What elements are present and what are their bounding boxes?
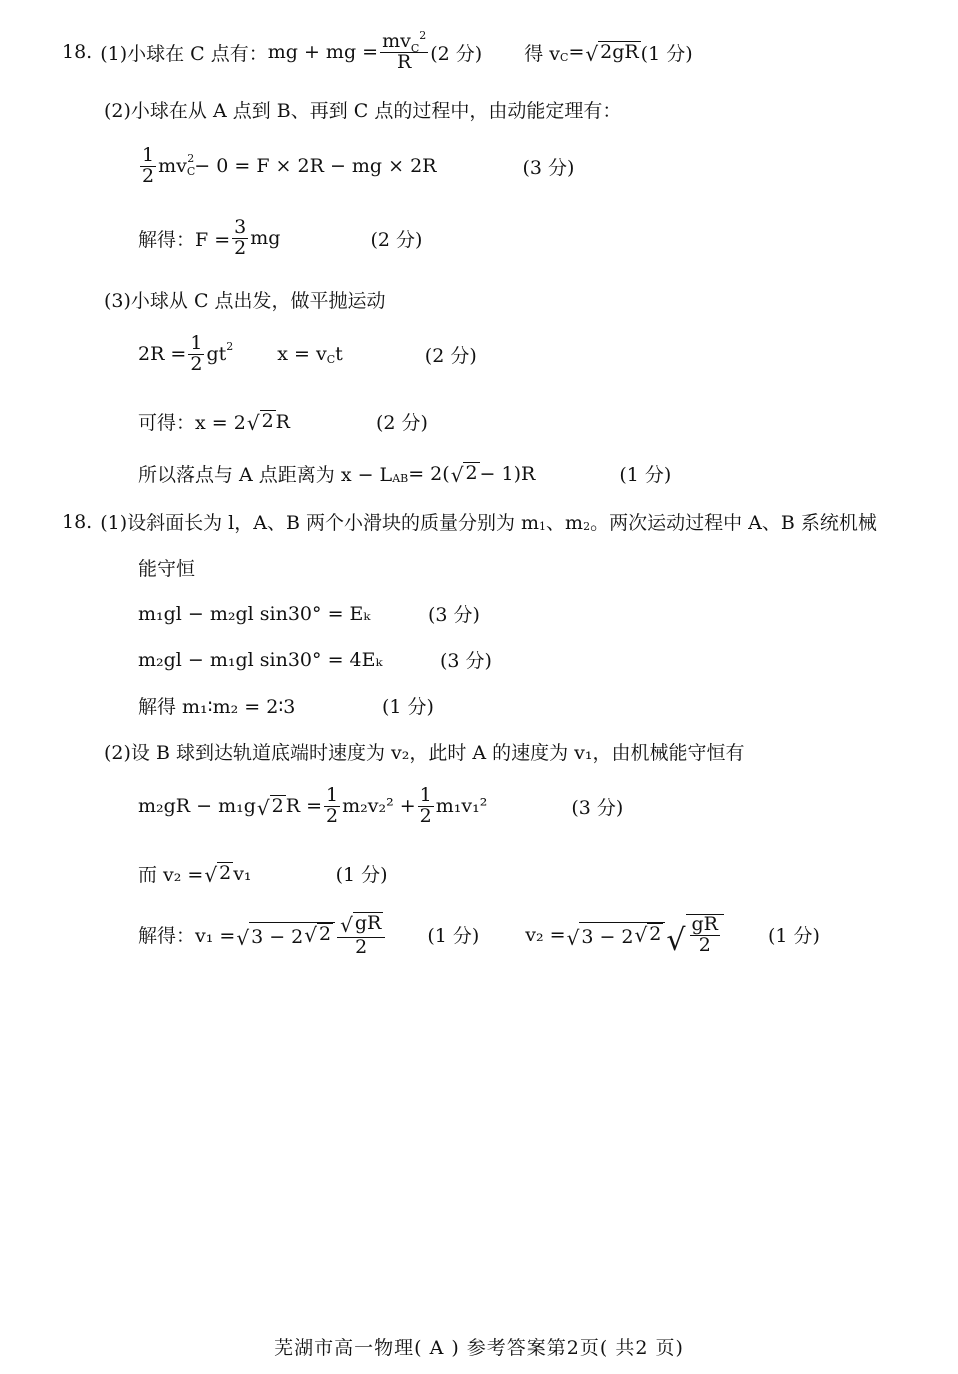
score: (1 分) <box>382 696 434 718</box>
subscript: C <box>326 352 336 366</box>
q18a-part3-label <box>104 286 386 313</box>
sqrt: √ 2 <box>256 795 284 820</box>
result-text: 得 v <box>524 42 561 65</box>
subscript: C <box>560 50 569 64</box>
score: (2 分) <box>370 228 423 251</box>
sqrt: √ 3 − 2 √ 2 <box>567 922 666 949</box>
solution-text: 可得：x = 2 <box>138 412 246 434</box>
equation-text: m₂v₂² + <box>342 795 416 818</box>
part-label: (3)小球从 C 点出发，做平抛运动 <box>104 290 386 312</box>
fraction <box>337 912 385 958</box>
question-number: 18. <box>62 41 93 64</box>
sqrt: √ 3 − 2 √ 2 <box>236 922 335 949</box>
q18a-part3-result <box>138 408 428 435</box>
q18b-part2-relation <box>138 860 388 887</box>
fraction <box>690 912 720 956</box>
score: (3 分) <box>428 604 480 626</box>
frac-num: 1 <box>419 784 432 806</box>
radicand: gR <box>354 912 382 934</box>
sqrt: √ 2gR <box>585 41 639 66</box>
text: 能守恒 <box>138 558 196 580</box>
frac-num: 1 <box>190 332 203 354</box>
part-label: (1)设斜面长为 l，A、B 两个小滑块的质量分别为 m <box>100 512 540 534</box>
equation-text: m₁v₁² <box>435 795 488 818</box>
solution-text: 解得：v₁ = <box>138 925 236 948</box>
q18b-eq3 <box>138 692 434 719</box>
radicand: 2 <box>261 410 274 433</box>
sqrt: √ 2 <box>246 410 274 435</box>
equals: = <box>568 41 585 64</box>
superscript: 2 <box>419 29 427 42</box>
q18b-part2-equation <box>138 786 623 827</box>
radicand: 2 <box>319 922 332 945</box>
q18b-eq1 <box>138 600 480 627</box>
fraction <box>140 146 156 187</box>
subscript: AB <box>392 472 409 485</box>
frac-den: 2 <box>698 933 711 956</box>
q18a-part3-distance <box>138 460 671 487</box>
q18a-part3-equations <box>138 334 477 375</box>
subscript: 2 <box>583 520 591 533</box>
score: (2 分) <box>430 42 483 65</box>
fraction <box>188 334 204 375</box>
subscript: C <box>186 164 196 178</box>
score: (3 分) <box>440 650 492 672</box>
text: 。两次运动过程中 A、B 系统机械 <box>590 512 877 534</box>
equation-text: t <box>335 343 343 366</box>
text: 、m <box>546 512 584 534</box>
radicand: 2 <box>219 862 232 885</box>
sqrt: √ gR <box>340 912 382 937</box>
solution-text: 解得 m₁∶m₂ = 2∶3 <box>138 696 296 718</box>
frac-num: 1 <box>142 144 155 166</box>
sqrt: √ 2 <box>450 462 478 487</box>
score: (2 分) <box>424 344 477 367</box>
q18a-part2-solution <box>138 218 422 259</box>
frac-den: 2 <box>142 164 155 187</box>
fraction <box>324 786 340 827</box>
equation-text: = 2( <box>408 462 450 485</box>
frac-den: 2 <box>190 352 203 375</box>
part-label: (2)小球在从 A 点到 B、再到 C 点的过程中，由动能定理有： <box>104 100 622 122</box>
radicand: 2gR <box>600 41 639 64</box>
q18b-part1-cont <box>138 554 195 581</box>
score: (1 分) <box>767 925 820 948</box>
part-label: (1)小球在 C 点有： <box>100 42 268 65</box>
sqrt-fraction: √ $\frac{gR}{2}$ <box>666 914 724 956</box>
sqrt: √ 2 <box>204 862 232 887</box>
equation-text: − 1)R <box>479 462 536 485</box>
score: (2 分) <box>375 412 428 434</box>
fraction <box>232 218 248 259</box>
radicand: 2 <box>271 795 284 818</box>
q18b-eq2 <box>138 646 492 673</box>
equation-text: x = v <box>277 343 327 366</box>
equation-text: 2R = <box>138 343 187 366</box>
frac-den: 2 <box>419 804 432 827</box>
frac-den: 2 <box>234 236 247 259</box>
score: (1 分) <box>335 864 388 886</box>
equation-text: m₂gl − m₁gl sin30° = 4Eₖ <box>138 648 383 671</box>
equation-text: m₁gl − m₂gl sin30° = Eₖ <box>138 602 371 625</box>
q18a-part2-label <box>104 96 621 123</box>
frac-den: 2 <box>355 935 368 958</box>
score: (1 分) <box>619 464 672 486</box>
frac-den: R <box>397 50 412 73</box>
equation-text: mv <box>158 155 187 178</box>
page-footer: 芜湖市高一物理( A ) 参考答案第2页( 共2 页) <box>274 1337 684 1359</box>
equation-text: R <box>275 410 290 433</box>
sqrt-inner: √ 2 <box>634 922 662 948</box>
radicand: 2 <box>649 922 662 945</box>
q18b-part1 <box>62 508 877 535</box>
frac-num: 3 <box>234 216 247 238</box>
radicand: 3 − 2 <box>581 925 634 948</box>
equation-text: gt <box>206 343 227 366</box>
fraction <box>380 29 428 73</box>
equation-text: − 0 = F × 2R − mg × 2R <box>194 155 437 178</box>
q18a-part2-equation <box>138 146 574 187</box>
subscript: C <box>410 42 420 55</box>
solution-text: v₂ = <box>525 923 566 946</box>
subscript: 1 <box>539 520 547 533</box>
score: (1 分) <box>640 42 693 65</box>
equation-text: m₂gR − m₁g <box>138 795 256 818</box>
superscript: 2 <box>226 339 234 353</box>
q18b-part2-solution <box>138 912 820 958</box>
frac-num: gR <box>691 912 718 935</box>
equation-text: mg + mg = <box>267 41 379 64</box>
fraction <box>418 786 434 827</box>
equation-text: 而 v₂ = <box>138 864 204 886</box>
part-label: (2)设 B 球到达轨道底端时速度为 v₂，此时 A 的速度为 v₁，由机械能守恒有 <box>104 742 745 764</box>
question-number: 18. <box>62 510 93 533</box>
equation-text: mg <box>250 227 281 250</box>
superscript: 2 <box>187 151 195 165</box>
equation-text: R = <box>285 795 323 818</box>
radicand: 3 − 2 <box>251 925 304 948</box>
frac-num: 1 <box>326 784 339 806</box>
radicand: 2 <box>465 462 478 485</box>
frac-num: mv <box>382 30 411 52</box>
q18b-part2-label <box>104 738 745 765</box>
solution-text: 解得：F = <box>138 228 231 251</box>
sqrt-inner: √ 2 <box>304 922 332 948</box>
score: (3 分) <box>522 156 575 179</box>
q18a-part1 <box>62 29 693 73</box>
solution-text: 所以落点与 A 点距离为 x − L <box>138 464 393 486</box>
frac-den: 2 <box>326 804 339 827</box>
score: (1 分) <box>427 925 480 948</box>
score: (3 分) <box>571 796 624 819</box>
equation-text: v₁ <box>233 862 252 885</box>
